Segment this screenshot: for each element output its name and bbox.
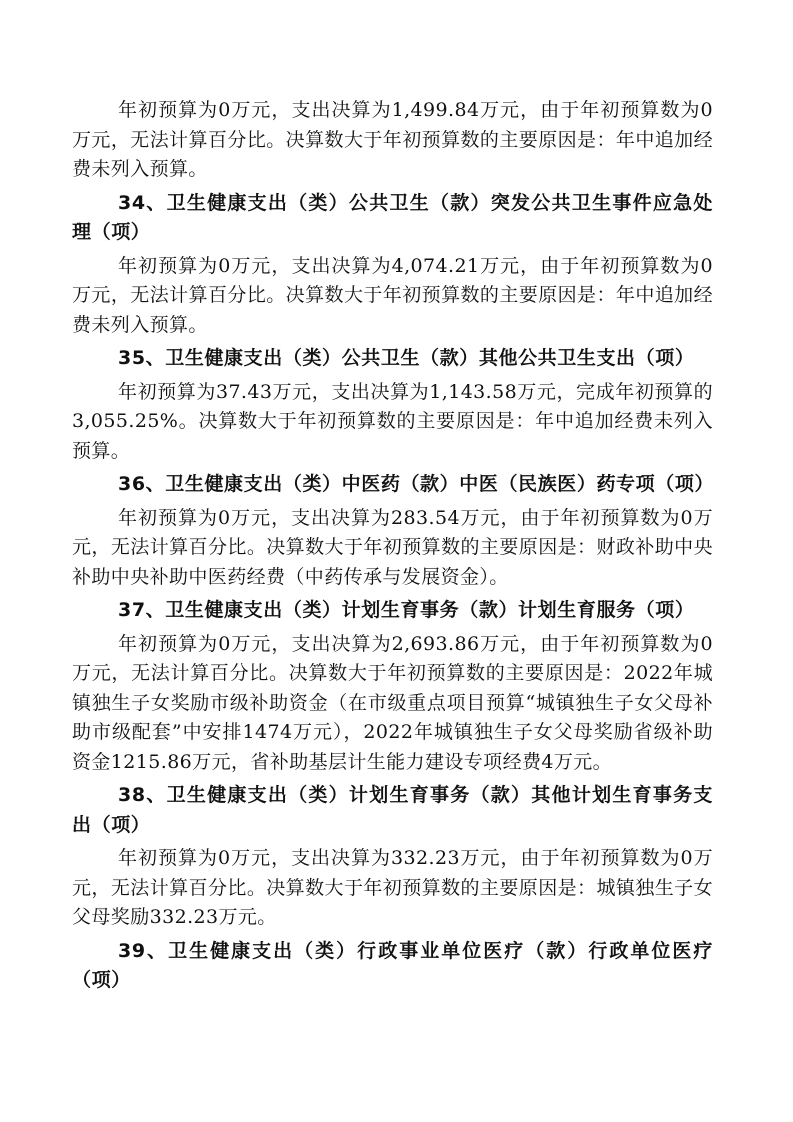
section-38-heading: 38、卫生健康支出（类）计划生育事务（款）其他计划生育事务支出（项） <box>72 784 713 836</box>
section-36-heading: 36、卫生健康支出（类）中医药（款）中医（民族医）药专项（项） <box>118 473 715 495</box>
section-39-heading: 39、卫生健康支出（类）行政事业单位医疗（款）行政单位医疗（项） <box>72 939 713 991</box>
section-34-heading: 34、卫生健康支出（类）公共卫生（款）突发公共卫生事件应急处理（项） <box>72 191 713 243</box>
section-33-body: 年初预算为0万元，支出决算为1,499.84万元，由于年初预算数为0万元，无法计算百分比。决算数大于年初预算数的主要原因是：年中追加经费未列入预算。 <box>72 99 713 180</box>
section-35-body: 年初预算为37.43万元，支出决算为1,143.58万元，完成年初预算的3,055.25%。决算数大于年初预算数的主要原因是：年中追加经费未列入预算。 <box>72 380 713 462</box>
section-36-body: 年初预算为0万元，支出决算为283.54万元，由于年初预算数为0万元，无法计算百分比。决算数大于年初预算数的主要原因是：财政补助中央补助中央补助中医药经费（中药传承与发展资金）。 <box>72 506 713 588</box>
section-37-heading: 37、卫生健康支出（类）计划生育事务（款）计划生育服务（项） <box>118 599 695 621</box>
section-34-body: 年初预算为0万元，支出决算为4,074.21万元，由于年初预算数为0万元，无法计算百分比。决算数大于年初预算数的主要原因是：年中追加经费未列入预算。 <box>72 254 713 336</box>
section-37-body: 年初预算为0万元，支出决算为2,693.86万元，由于年初预算数为0万元，无法计算百分比。决算数大于年初预算数的主要原因是：2022年城镇独生子女奖励市级补助资金（在市级重点项目预算“城镇独生子女父母补助市级配套”中安排1474万元），2022年城镇独生子女父母奖励省级补助资金1215.86万元，省补助基层计生能力建设专项经费4万元。 <box>72 632 713 773</box>
section-35-heading: 35、卫生健康支出（类）公共卫生（款）其他公共卫生支出（项） <box>118 347 695 369</box>
section-38-body: 年初预算为0万元，支出决算为332.23万元，由于年初预算数为0万元，无法计算百分比。决算数大于年初预算数的主要原因是：城镇独生子女父母奖励332.23万元。 <box>72 847 713 928</box>
